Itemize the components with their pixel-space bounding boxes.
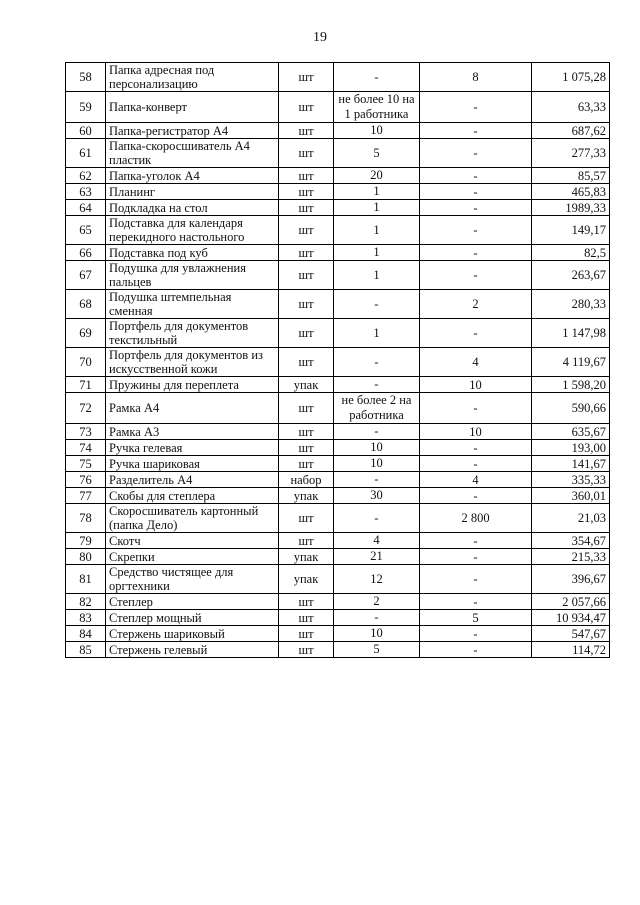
quantity-cell: 5 [420,610,532,626]
quantity-cell: 10 [420,424,532,440]
price-cell: 21,03 [532,504,610,533]
price-cell: 590,66 [532,393,610,424]
row-number-cell: 84 [66,626,106,642]
table-row [66,594,610,610]
table-row [66,440,610,456]
quantity-cell: - [420,626,532,642]
quantity-cell: - [420,393,532,424]
norm-cell: не более 10 на 1 работника [334,92,420,123]
unit-cell: шт [279,216,334,245]
price-cell: 280,33 [532,290,610,319]
row-number-cell: 79 [66,533,106,549]
norm-cell: 10 [334,626,420,642]
table-row [66,424,610,440]
norm-cell: - [334,424,420,440]
unit-cell: шт [279,424,334,440]
norm-cell: 10 [334,456,420,472]
price-cell: 396,67 [532,565,610,594]
table-row [66,565,610,594]
unit-cell: шт [279,610,334,626]
price-cell: 354,67 [532,533,610,549]
quantity-cell: - [420,319,532,348]
table-row [66,533,610,549]
unit-cell: шт [279,261,334,290]
quantity-cell: 2 800 [420,504,532,533]
price-cell: 10 934,47 [532,610,610,626]
quantity-cell: - [420,123,532,139]
item-name-cell: Портфель для документов текстильный [106,319,279,348]
price-cell: 4 119,67 [532,348,610,377]
quantity-cell: - [420,261,532,290]
table-row [66,139,610,168]
norm-cell: - [334,63,420,92]
row-number-cell: 81 [66,565,106,594]
row-number-cell: 64 [66,200,106,216]
unit-cell: шт [279,456,334,472]
price-cell: 263,67 [532,261,610,290]
table-row [66,92,610,123]
row-number-cell: 85 [66,642,106,658]
norm-cell: 5 [334,642,420,658]
item-name-cell: Степлер [106,594,279,610]
item-name-cell: Подушка для увлажнения пальцев [106,261,279,290]
table-row [66,377,610,393]
table-row [66,319,610,348]
table-row [66,488,610,504]
item-name-cell: Планинг [106,184,279,200]
quantity-cell: 4 [420,348,532,377]
unit-cell: шт [279,504,334,533]
row-number-cell: 59 [66,92,106,123]
quantity-cell: 8 [420,63,532,92]
item-name-cell: Ручка гелевая [106,440,279,456]
table-row [66,123,610,139]
price-cell: 465,83 [532,184,610,200]
unit-cell: шт [279,393,334,424]
quantity-cell: - [420,245,532,261]
unit-cell: шт [279,139,334,168]
price-cell: 114,72 [532,642,610,658]
price-cell: 85,57 [532,168,610,184]
table-row [66,393,610,424]
price-cell: 1 147,98 [532,319,610,348]
norm-cell: - [334,290,420,319]
price-cell: 277,33 [532,139,610,168]
quantity-cell: - [420,642,532,658]
quantity-cell: - [420,184,532,200]
unit-cell: шт [279,245,334,261]
table-row [66,290,610,319]
row-number-cell: 68 [66,290,106,319]
quantity-cell: 2 [420,290,532,319]
unit-cell: шт [279,290,334,319]
row-number-cell: 58 [66,63,106,92]
unit-cell: набор [279,472,334,488]
norm-cell: 10 [334,123,420,139]
price-cell: 63,33 [532,92,610,123]
quantity-cell: - [420,456,532,472]
item-name-cell: Стержень шариковый [106,626,279,642]
norm-cell: 5 [334,139,420,168]
quantity-cell: - [420,139,532,168]
quantity-cell: - [420,216,532,245]
unit-cell: упак [279,488,334,504]
price-cell: 141,67 [532,456,610,472]
item-name-cell: Скобы для степлера [106,488,279,504]
price-cell: 193,00 [532,440,610,456]
table-row [66,642,610,658]
norm-cell: 10 [334,440,420,456]
item-name-cell: Папка адресная под персонализацию [106,63,279,92]
quantity-cell: - [420,168,532,184]
price-cell: 1 075,28 [532,63,610,92]
row-number-cell: 62 [66,168,106,184]
item-name-cell: Подставка для календаря перекидного настольного [106,216,279,245]
norm-cell: 1 [334,245,420,261]
quantity-cell: 10 [420,377,532,393]
price-cell: 82,5 [532,245,610,261]
unit-cell: шт [279,594,334,610]
price-cell: 149,17 [532,216,610,245]
unit-cell: шт [279,184,334,200]
quantity-cell: - [420,594,532,610]
table-row [66,184,610,200]
unit-cell: шт [279,92,334,123]
row-number-cell: 82 [66,594,106,610]
norm-cell: - [334,472,420,488]
row-number-cell: 76 [66,472,106,488]
row-number-cell: 71 [66,377,106,393]
unit-cell: шт [279,319,334,348]
item-name-cell: Рамка А4 [106,393,279,424]
table-row [66,261,610,290]
unit-cell: шт [279,348,334,377]
norm-cell: 20 [334,168,420,184]
quantity-cell: - [420,533,532,549]
norm-cell: - [334,348,420,377]
unit-cell: упак [279,549,334,565]
unit-cell: шт [279,626,334,642]
row-number-cell: 83 [66,610,106,626]
row-number-cell: 75 [66,456,106,472]
item-name-cell: Разделитель А4 [106,472,279,488]
quantity-cell: - [420,440,532,456]
row-number-cell: 65 [66,216,106,245]
price-cell: 687,62 [532,123,610,139]
table-row [66,549,610,565]
norm-cell: 1 [334,216,420,245]
page-number: 19 [313,30,327,45]
norm-cell: 1 [334,184,420,200]
row-number-cell: 66 [66,245,106,261]
price-cell: 547,67 [532,626,610,642]
row-number-cell: 78 [66,504,106,533]
norm-cell: 2 [334,594,420,610]
norm-cell: - [334,377,420,393]
item-name-cell: Пружины для переплета [106,377,279,393]
quantity-cell: 4 [420,472,532,488]
norm-cell: 12 [334,565,420,594]
row-number-cell: 61 [66,139,106,168]
item-name-cell: Папка-регистратор А4 [106,123,279,139]
norm-cell: 30 [334,488,420,504]
row-number-cell: 74 [66,440,106,456]
price-cell: 2 057,66 [532,594,610,610]
unit-cell: шт [279,63,334,92]
row-number-cell: 63 [66,184,106,200]
price-cell: 1 598,20 [532,377,610,393]
table-row [66,626,610,642]
quantity-cell: - [420,200,532,216]
quantity-cell: - [420,92,532,123]
norm-cell: 21 [334,549,420,565]
norm-cell: 4 [334,533,420,549]
price-cell: 215,33 [532,549,610,565]
item-name-cell: Ручка шариковая [106,456,279,472]
item-name-cell: Скоросшиватель картонный (папка Дело) [106,504,279,533]
quantity-cell: - [420,488,532,504]
item-name-cell: Подставка под куб [106,245,279,261]
table-row [66,456,610,472]
row-number-cell: 73 [66,424,106,440]
item-name-cell: Подкладка на стол [106,200,279,216]
item-name-cell: Папка-конверт [106,92,279,123]
price-cell: 1989,33 [532,200,610,216]
norm-cell: - [334,610,420,626]
row-number-cell: 77 [66,488,106,504]
table-row [66,610,610,626]
item-name-cell: Средство чистящее для оргтехники [106,565,279,594]
row-number-cell: 70 [66,348,106,377]
item-name-cell: Рамка А3 [106,424,279,440]
price-cell: 635,67 [532,424,610,440]
item-name-cell: Папка-скоросшиватель А4 пластик [106,139,279,168]
price-cell: 360,01 [532,488,610,504]
goods-table-body [66,63,610,658]
table-row [66,63,610,92]
norm-cell: - [334,504,420,533]
price-cell: 335,33 [532,472,610,488]
item-name-cell: Подушка штемпельная сменная [106,290,279,319]
item-name-cell: Скрепки [106,549,279,565]
table-row [66,472,610,488]
table-row [66,200,610,216]
unit-cell: шт [279,533,334,549]
quantity-cell: - [420,549,532,565]
row-number-cell: 69 [66,319,106,348]
unit-cell: упак [279,565,334,594]
row-number-cell: 72 [66,393,106,424]
item-name-cell: Папка-уголок А4 [106,168,279,184]
row-number-cell: 80 [66,549,106,565]
row-number-cell: 67 [66,261,106,290]
norm-cell: 1 [334,200,420,216]
unit-cell: упак [279,377,334,393]
table-row [66,245,610,261]
goods-table [65,62,610,658]
item-name-cell: Портфель для документов из искусственной кожи [106,348,279,377]
unit-cell: шт [279,168,334,184]
unit-cell: шт [279,123,334,139]
norm-cell: не более 2 на работника [334,393,420,424]
quantity-cell: - [420,565,532,594]
norm-cell: 1 [334,261,420,290]
unit-cell: шт [279,642,334,658]
table-row [66,504,610,533]
unit-cell: шт [279,440,334,456]
table-row [66,168,610,184]
table-row [66,348,610,377]
item-name-cell: Стержень гелевый [106,642,279,658]
unit-cell: шт [279,200,334,216]
norm-cell: 1 [334,319,420,348]
row-number-cell: 60 [66,123,106,139]
item-name-cell: Скотч [106,533,279,549]
item-name-cell: Степлер мощный [106,610,279,626]
table-row [66,216,610,245]
